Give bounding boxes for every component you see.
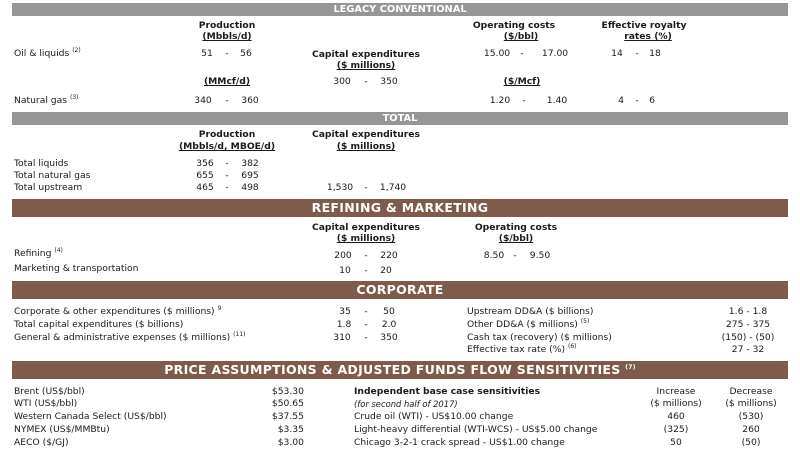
gas-royalty-high: 6 xyxy=(649,95,655,106)
effective-tax-label: Effective tax rate (%) $^{(6)}$ xyxy=(467,342,577,355)
refining-capex-unit: ($ millions) xyxy=(336,233,396,244)
other-dda-value: 275 - 375 xyxy=(725,319,771,330)
sens-crude-increase: 460 xyxy=(667,411,685,422)
total-natural-gas-label: Total natural gas xyxy=(14,170,91,181)
sensitivities-subheader: (for second half of 2017) xyxy=(354,399,458,409)
oil-prod-low: 51 xyxy=(201,48,213,59)
legacy-capex-header: Capital expenditures xyxy=(311,49,421,60)
sens-crack-increase: 50 xyxy=(670,437,682,448)
upstream-dda-label: Upstream DD&A ($ billions) xyxy=(467,306,594,317)
marketing-capex-high: 20 xyxy=(380,265,392,276)
legacy-production-header: Production xyxy=(198,20,256,31)
gas-prod-dash: - xyxy=(225,95,229,106)
total-upstream-high: 498 xyxy=(241,182,259,193)
corporate-other-high: 50 xyxy=(383,306,395,317)
oil-royalty-low: 14 xyxy=(611,48,623,59)
nymex-label: NYMEX (US$/MMBtu) xyxy=(14,424,110,435)
upstream-dda-value: 1.6 - 1.8 xyxy=(728,306,768,317)
total-liquids-high: 382 xyxy=(241,158,259,169)
total-capex-header: Capital expenditures xyxy=(311,129,421,140)
brent-value: $53.30 xyxy=(271,386,304,397)
sensitivities-header: Independent base case sensitivities xyxy=(354,386,541,397)
decrease-header: Decrease xyxy=(729,386,773,397)
corporate-other-low: 35 xyxy=(339,306,351,317)
sens-crack-label: Chicago 3-2-1 crack spread - US$1.00 change xyxy=(354,437,565,448)
refining-opcost-low: 8.50 xyxy=(483,250,505,261)
gas-opcost-dash: - xyxy=(522,95,526,106)
aeco-label: AECO ($/GJ) xyxy=(14,437,69,448)
refining-opcost-dash: - xyxy=(513,250,517,261)
total-section-header: TOTAL xyxy=(12,112,788,125)
legacy-production-unit: (Mbbls/d) xyxy=(202,31,252,42)
gas-royalty-low: 4 xyxy=(618,95,624,106)
effective-tax-value: 27 - 32 xyxy=(731,344,765,355)
legacy-section-header: LEGACY CONVENTIONAL xyxy=(12,3,788,16)
sens-crude-label: Crude oil (WTI) - US$10.00 change xyxy=(354,411,514,422)
legacy-capex-unit: ($ millions) xyxy=(336,60,396,71)
marketing-capex-dash: - xyxy=(364,265,368,276)
sens-crack-decrease: (50) xyxy=(741,437,761,448)
total-capex-billions-high: 2.0 xyxy=(381,319,397,330)
marketing-label: Marketing & transportation xyxy=(14,263,139,274)
total-upstream-capex-low: 1,530 xyxy=(326,182,354,193)
total-capex-billions-dash: - xyxy=(364,319,368,330)
cash-tax-label: Cash tax (recovery) ($ millions) xyxy=(467,332,612,343)
gas-royalty-dash: - xyxy=(635,95,639,106)
oil-opcost-dash: - xyxy=(520,48,524,59)
legacy-royalty-header: Effective royalty xyxy=(601,20,687,31)
corporate-other-dash: - xyxy=(364,306,368,317)
total-production-header: Production xyxy=(198,129,256,140)
refining-capex-high: 220 xyxy=(380,250,398,261)
legacy-capex-low: 300 xyxy=(333,76,351,87)
oil-prod-dash: - xyxy=(225,48,229,59)
refining-opcost-header: Operating costs xyxy=(474,222,558,233)
total-upstream-capex-high: 1,740 xyxy=(379,182,407,193)
legacy-opcost-header: Operating costs xyxy=(472,20,556,31)
brent-label: Brent (US$/bbl) xyxy=(14,386,85,397)
refining-section-header: REFINING & MARKETING xyxy=(12,199,788,217)
legacy-capex-dash: - xyxy=(364,76,368,87)
ga-expenses-label: General & administrative expenses ($ millions) $^{(11)}$ xyxy=(14,330,246,343)
natural-gas-label: Natural gas $^{(3)}$ xyxy=(14,93,79,106)
oil-royalty-dash: - xyxy=(635,48,639,59)
ga-expenses-dash: - xyxy=(364,332,368,343)
total-upstream-low: 465 xyxy=(196,182,214,193)
total-capex-billions-label: Total capital expenditures ($ billions) xyxy=(14,319,184,330)
total-gas-high: 695 xyxy=(241,170,259,181)
wti-value: $50.65 xyxy=(271,398,304,409)
gas-opcost-high: 1.40 xyxy=(546,95,568,106)
refining-opcost-unit: ($/bbl) xyxy=(498,233,534,244)
cash-tax-value: (150) - (50) xyxy=(721,332,775,343)
nymex-value: $3.35 xyxy=(277,424,304,435)
refining-opcost-high: 9.50 xyxy=(529,250,551,261)
total-capex-unit: ($ millions) xyxy=(336,141,396,152)
total-gas-dash: - xyxy=(225,170,229,181)
total-upstream-label: Total upstream xyxy=(14,182,83,193)
gas-prod-high: 360 xyxy=(241,95,259,106)
increase-unit: ($ millions) xyxy=(650,398,702,409)
sens-differential-decrease: 260 xyxy=(742,424,760,435)
aeco-value: $3.00 xyxy=(277,437,304,448)
total-capex-billions-low: 1.8 xyxy=(336,319,352,330)
legacy-capex-high: 350 xyxy=(380,76,398,87)
sens-differential-increase: (325) xyxy=(663,424,689,435)
gas-cost-header: ($/Mcf) xyxy=(503,76,541,87)
wcs-label: Western Canada Select (US$/bbl) xyxy=(14,411,167,422)
refining-label: Refining $^{(4)}$ xyxy=(14,246,63,259)
oil-prod-high: 56 xyxy=(240,48,252,59)
other-dda-label: Other DD&A ($ millions) $^{(5)}$ xyxy=(467,317,590,330)
ga-expenses-low: 310 xyxy=(333,332,351,343)
wcs-value: $37.55 xyxy=(271,411,304,422)
gas-opcost-low: 1.20 xyxy=(489,95,511,106)
wti-label: WTI (US$/bbl) xyxy=(14,398,78,409)
legacy-opcost-unit: ($/bbl) xyxy=(503,31,539,42)
total-upstream-dash: - xyxy=(225,182,229,193)
decrease-unit: ($ millions) xyxy=(725,398,777,409)
refining-capex-dash: - xyxy=(364,250,368,261)
oil-opcost-high: 17.00 xyxy=(541,48,569,59)
oil-opcost-low: 15.00 xyxy=(483,48,511,59)
gas-prod-low: 340 xyxy=(194,95,212,106)
increase-header: Increase xyxy=(656,386,696,397)
oil-liquids-label: Oil & liquids $^{(2)}$ xyxy=(14,46,81,59)
oil-royalty-high: 18 xyxy=(649,48,661,59)
sens-differential-label: Light-heavy differential (WTI-WCS) - US$5.00 change xyxy=(354,424,598,435)
total-liquids-label: Total liquids xyxy=(14,158,69,169)
sens-crude-decrease: (530) xyxy=(738,411,764,422)
gas-unit-header: (MMcf/d) xyxy=(203,76,251,87)
ga-expenses-high: 350 xyxy=(380,332,398,343)
price-section-header: PRICE ASSUMPTIONS & ADJUSTED FUNDS FLOW SENSITIVITIES $^{(7)}$ xyxy=(12,361,788,379)
marketing-capex-low: 10 xyxy=(339,265,351,276)
total-liquids-low: 356 xyxy=(196,158,214,169)
total-upstream-capex-dash: - xyxy=(364,182,368,193)
refining-capex-low: 200 xyxy=(334,250,352,261)
corporate-other-label: Corporate & other expenditures ($ millions) $^9$ xyxy=(14,304,222,317)
total-gas-low: 655 xyxy=(196,170,214,181)
corporate-section-header: CORPORATE xyxy=(12,281,788,299)
legacy-royalty-unit: rates (%) xyxy=(624,31,672,42)
total-production-unit: (Mbbls/d, MBOE/d) xyxy=(178,141,276,152)
refining-capex-header: Capital expenditures xyxy=(311,222,421,233)
total-liquids-dash: - xyxy=(225,158,229,169)
